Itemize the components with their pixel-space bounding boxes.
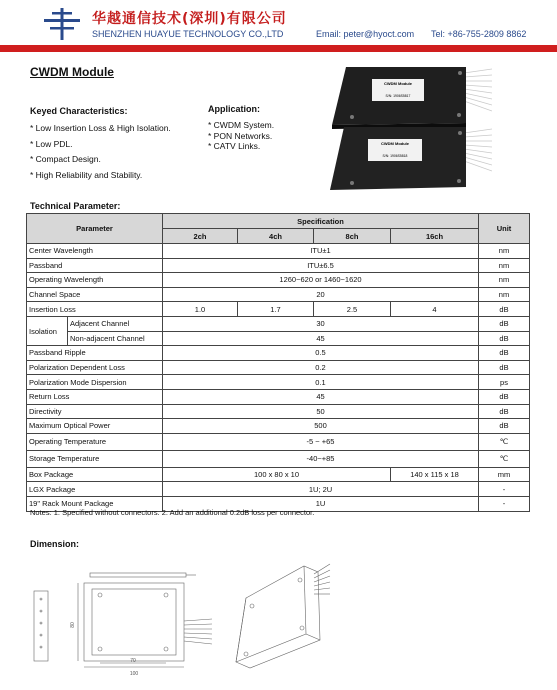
list-item: * CATV Links. — [208, 141, 261, 151]
company-logo-icon — [44, 8, 80, 40]
header-channel: 8ch — [314, 229, 391, 244]
row-unit: nm — [479, 273, 530, 288]
dimension-heading: Dimension: — [30, 539, 80, 549]
row-label: 19" Rack Mount Package — [27, 496, 163, 511]
table-row — [27, 467, 530, 482]
header-channel: 4ch — [238, 229, 314, 244]
row-unit: ℃ — [479, 450, 530, 467]
table-row — [27, 273, 530, 288]
application-list — [208, 120, 274, 152]
row-value-16ch: 140 x 115 x 18 — [391, 467, 479, 482]
row-unit: dB — [479, 389, 530, 404]
header-specification: Specification — [163, 214, 479, 229]
header-parameter: Parameter — [27, 214, 163, 244]
table-header-row — [27, 214, 530, 229]
row-value: 500 — [163, 419, 479, 434]
row-label: Channel Space — [27, 287, 163, 302]
row-label: Center Wavelength — [27, 244, 163, 259]
row-label: Maximum Optical Power — [27, 419, 163, 434]
row-unit: ℃ — [479, 433, 530, 450]
row-label: Insertion Loss — [27, 302, 163, 317]
row-unit: - — [479, 496, 530, 511]
list-item: * PON Networks. — [208, 130, 273, 141]
list-item: * CWDM System. — [208, 120, 275, 130]
table-row — [27, 244, 530, 259]
table-row — [27, 346, 530, 361]
row-value: 20 — [163, 287, 479, 302]
row-sublabel: Non-adjacent Channel — [68, 331, 163, 346]
table-row — [27, 389, 530, 404]
row-value-4ch: 1.7 — [238, 302, 314, 317]
product-photo — [326, 65, 492, 192]
row-label: Isolation — [27, 316, 68, 345]
row-label: Polarization Mode Dispersion — [27, 375, 163, 390]
row-label: Return Loss — [27, 389, 163, 404]
row-value: 45 — [163, 389, 479, 404]
row-unit: nm — [479, 287, 530, 302]
row-value: -5 ~ +65 — [163, 433, 479, 450]
table-row — [27, 375, 530, 390]
label-serial: S/N: 1906S5818 — [382, 154, 408, 158]
table-row — [27, 433, 530, 450]
header-channel: 16ch — [391, 229, 479, 244]
header-channel: 2ch — [163, 229, 238, 244]
table-row — [27, 360, 530, 375]
row-unit: nm — [479, 258, 530, 273]
table-row — [27, 331, 530, 346]
row-sublabel: Adjacent Channel — [68, 316, 163, 331]
key-characteristics-list — [30, 121, 171, 183]
row-label: LGX Package — [27, 482, 163, 497]
list-item: * Low Insertion Loss & High Isolation. — [30, 123, 171, 133]
table-row — [27, 287, 530, 302]
company-name-chinese: 华越通信技术(深圳)有限公司 — [92, 11, 287, 27]
row-value: 100 x 80 x 10 — [163, 467, 391, 482]
row-unit: ps — [479, 375, 530, 390]
dimension-label-hole: 70 — [130, 658, 136, 664]
row-value: ITU±6.5 — [163, 258, 479, 273]
row-value: -40~+85 — [163, 450, 479, 467]
page-title: CWDM Module — [30, 65, 114, 79]
row-value: 0.5 — [163, 346, 479, 361]
row-unit: dB — [479, 360, 530, 375]
row-unit: dB — [479, 331, 530, 346]
row-unit: dB — [479, 302, 530, 317]
row-value: 1260~620 or 1460~1620 — [163, 273, 479, 288]
table-row — [27, 482, 530, 497]
dimension-label-width: 100 — [129, 671, 139, 677]
row-unit: nm — [479, 244, 530, 259]
row-label: Directivity — [27, 404, 163, 419]
table-row — [27, 404, 530, 419]
spec-table — [26, 213, 530, 512]
list-item: * Low PDL. — [30, 138, 73, 149]
row-unit: dB — [479, 419, 530, 434]
telephone: Tel: +86-755-2809 8862 — [431, 29, 527, 39]
row-value: 30 — [163, 316, 479, 331]
table-row — [27, 450, 530, 467]
dimension-drawing-isometric — [228, 558, 338, 670]
row-label: Operating Wavelength — [27, 273, 163, 288]
row-unit: mm — [479, 467, 530, 482]
header-unit: Unit — [479, 214, 530, 244]
row-unit: - — [479, 482, 530, 497]
contact-info — [316, 29, 526, 39]
row-unit: dB — [479, 404, 530, 419]
row-value: 1U — [163, 496, 479, 511]
row-unit: dB — [479, 316, 530, 331]
row-value-16ch: 4 — [391, 302, 479, 317]
table-row — [27, 316, 530, 331]
application-heading: Application: — [208, 104, 260, 114]
row-value: 45 — [163, 331, 479, 346]
row-label: Box Package — [27, 467, 163, 482]
list-item: * High Reliability and Stability. — [30, 169, 143, 180]
label-title: CWDM Module — [381, 141, 409, 146]
table-row — [27, 258, 530, 273]
row-value-8ch: 2.5 — [314, 302, 391, 317]
dimension-label-height: 80 — [70, 622, 76, 628]
row-label: Storage Temperature — [27, 450, 163, 467]
row-value: 50 — [163, 404, 479, 419]
label-serial: S/N: 1906S5817 — [385, 94, 411, 98]
row-label: Passband — [27, 258, 163, 273]
key-characteristics-heading: Keyed Characteristics: — [30, 106, 128, 116]
label-title: CWDM Module — [384, 81, 412, 86]
row-value: 0.1 — [163, 375, 479, 390]
table-row — [27, 419, 530, 434]
row-label: Passband Ripple — [27, 346, 163, 361]
row-unit: dB — [479, 346, 530, 361]
table-row — [27, 302, 530, 317]
list-item: * Compact Design. — [30, 154, 101, 164]
technical-parameter-heading: Technical Parameter: — [30, 201, 121, 211]
table-notes: Notes: 1. Specified without connectors. 2. Add an additional 0.2dB loss per connector. — [30, 508, 315, 517]
row-value: 0.2 — [163, 360, 479, 375]
dimension-drawing-front — [24, 565, 214, 681]
row-value: 1U; 2U — [163, 482, 479, 497]
company-name-english: SHENZHEN HUAYUE TECHNOLOGY CO.,LTD — [92, 29, 284, 39]
row-value-2ch: 1.0 — [163, 302, 238, 317]
row-value: ITU±1 — [163, 244, 479, 259]
row-label: Polarization Dependent Loss — [27, 360, 163, 375]
header-bar — [0, 45, 557, 52]
row-label: Operating Temperature — [27, 433, 163, 450]
email-link[interactable]: Email: peter@hyoct.com — [316, 29, 415, 39]
